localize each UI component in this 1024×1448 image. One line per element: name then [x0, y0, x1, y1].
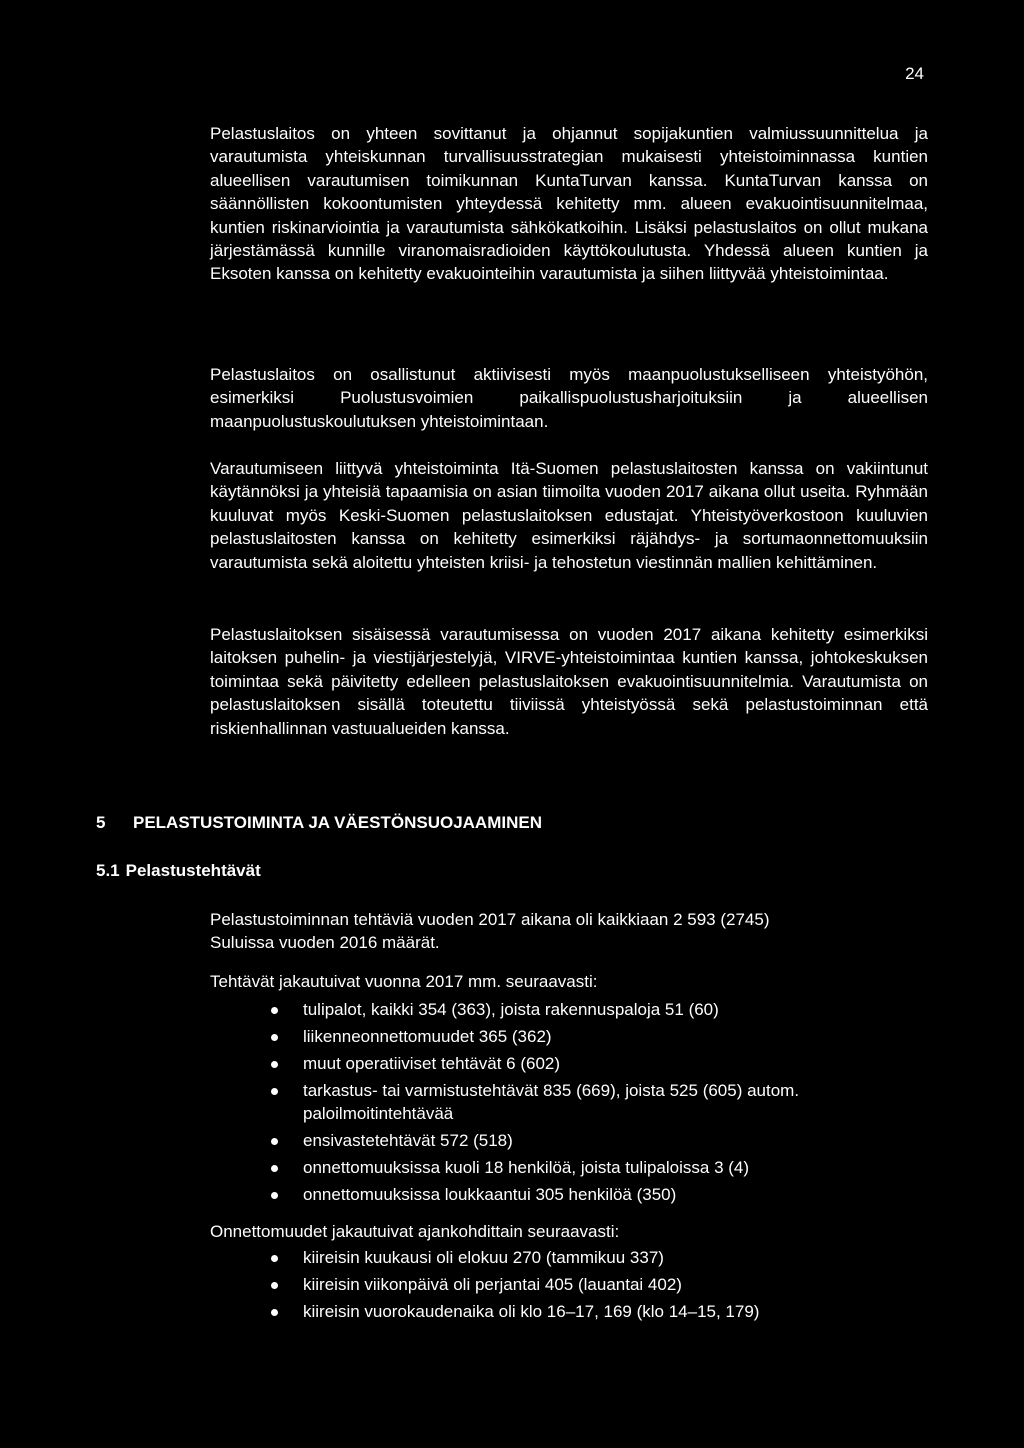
list-item: onnettomuuksissa loukkaantui 305 henkilöä (350): [210, 1183, 928, 1206]
summary-line-note: Suluissa vuoden 2016 määrät.: [210, 933, 440, 953]
section-title: PELASTUSTOIMINTA JA VÄESTÖNSUOJAAMINEN: [133, 813, 542, 832]
tasks-intro: Tehtävät jakautuivat vuonna 2017 mm. seuraavasti:: [210, 972, 598, 991]
bullet-icon: [271, 1192, 278, 1199]
bullet-icon: [271, 1309, 278, 1316]
paragraph-sisainen-varautuminen: Pelastuslaitoksen sisäisessä varautumisessa on vuoden 2017 aikana kehitetty esimerkiksi laitoksen puhelin- ja viestijärjestelyjä, VIRVE-yhteistoimintaa kuntien kanssa, johtokeskuksen toimintaa sekä päivitetty edelleen pelastuslaitoksen evakuointisuunnitelmia. Varautumista on pelastuslaitoksen sisällä toteutettu tiiviissä yhteistyössä sekä pelastustoiminnan että riskienhallinnan vastuualueiden kanssa.: [210, 625, 928, 738]
bullet-icon: [271, 1255, 278, 1262]
list-item: ensivastetehtävät 572 (518): [210, 1129, 928, 1152]
list-item: liikenneonnettomuudet 365 (362): [210, 1025, 928, 1048]
bullet-icon: [271, 1007, 278, 1014]
timing-list: [210, 1246, 928, 1327]
list-item: tulipalot, kaikki 354 (363), joista rakennuspaloja 51 (60): [210, 998, 928, 1021]
subsection-heading: [96, 859, 261, 883]
bullet-icon: [271, 1088, 278, 1095]
section-heading: [96, 811, 542, 835]
bullet-icon: [271, 1282, 278, 1289]
list-item: tarkastus- tai varmistustehtävät 835 (669), joista 525 (605) autom. paloilmoitintehtävää: [210, 1079, 928, 1126]
list-item: onnettomuuksissa kuoli 18 henkilöä, joista tulipaloissa 3 (4): [210, 1156, 928, 1179]
timing-intro: Onnettomuudet jakautuivat ajankohdittain seuraavasti:: [210, 1222, 620, 1241]
summary-block: [210, 908, 928, 955]
page-number: 24: [905, 64, 924, 83]
subsection-title: Pelastustehtävät: [125, 861, 261, 880]
tasks-list: [210, 998, 928, 1210]
paragraph-ita-suomi: Varautumiseen liittyvä yhteistoiminta Itä-Suomen pelastuslaitosten kanssa on vakiintunut käytännöksi ja yhteisiä tapaamisia on asian tiimoilta vuoden 2017 aikana ollut useita. Ryhmään kuuluvat myös Keski-Suomen pelastuslaitoksen edustajat. Yhteistyöverkostoon kuuluvien pelastuslaitosten kanssa on kehitetty esimerkiksi räjähdys- ja sortumaonnettomuuksiin varautumista sekä aloitettu yhteisten kriisi- ja tehostetun viestinnän mallien kehittäminen.: [210, 459, 928, 572]
list-item: muut operatiiviset tehtävät 6 (602): [210, 1052, 928, 1075]
paragraph-maanpuolustus: Pelastuslaitos on osallistunut aktiivisesti myös maanpuolustukselliseen yhteistyöhön, esimerkiksi Puolustusvoimien paikallispuolustusharjoituksiin ja alueellisen maanpuolustuskoulutuksen yhteistoimintaan.: [210, 365, 928, 431]
bullet-icon: [271, 1034, 278, 1041]
list-item: kiireisin viikonpäivä oli perjantai 405 (lauantai 402): [210, 1273, 928, 1296]
summary-line-total: Pelastustoiminnan tehtäviä vuoden 2017 aikana oli kaikkiaan 2 593 (2745): [210, 910, 770, 929]
bullet-icon: [271, 1138, 278, 1145]
subsection-number: 5.1: [96, 861, 120, 880]
bullet-icon: [271, 1061, 278, 1068]
list-item: kiireisin kuukausi oli elokuu 270 (tammikuu 337): [210, 1246, 928, 1269]
paragraph-kuntaturva: Pelastuslaitos on yhteen sovittanut ja ohjannut sopijakuntien valmiussuunnittelua ja varautumista yhteiskunnan turvallisuusstrategian mukaisesti yhteistoiminnassa kuntien alueellisen varautumisen toimikunnan KuntaTurvan kanssa. KuntaTurvan kanssa on säännöllisten kokoontumisten yhteydessä kehitetty mm. alueen evakuointisuunnitelmaa, kuntien riskinarviointia ja varautumista sähkökatkoihin. Lisäksi pelastuslaitos on ollut mukana järjestämässä kunnille viranomaisradioiden käyttökoulutusta. Yhdessä alueen kuntien ja Eksoten kanssa on kehitetty evakuointeihin varautumista ja siihen liittyvää yhteistoimintaa.: [210, 124, 928, 284]
section-number: 5: [96, 813, 106, 832]
bullet-icon: [271, 1165, 278, 1172]
list-item: kiireisin vuorokaudenaika oli klo 16–17, 169 (klo 14–15, 179): [210, 1300, 928, 1323]
